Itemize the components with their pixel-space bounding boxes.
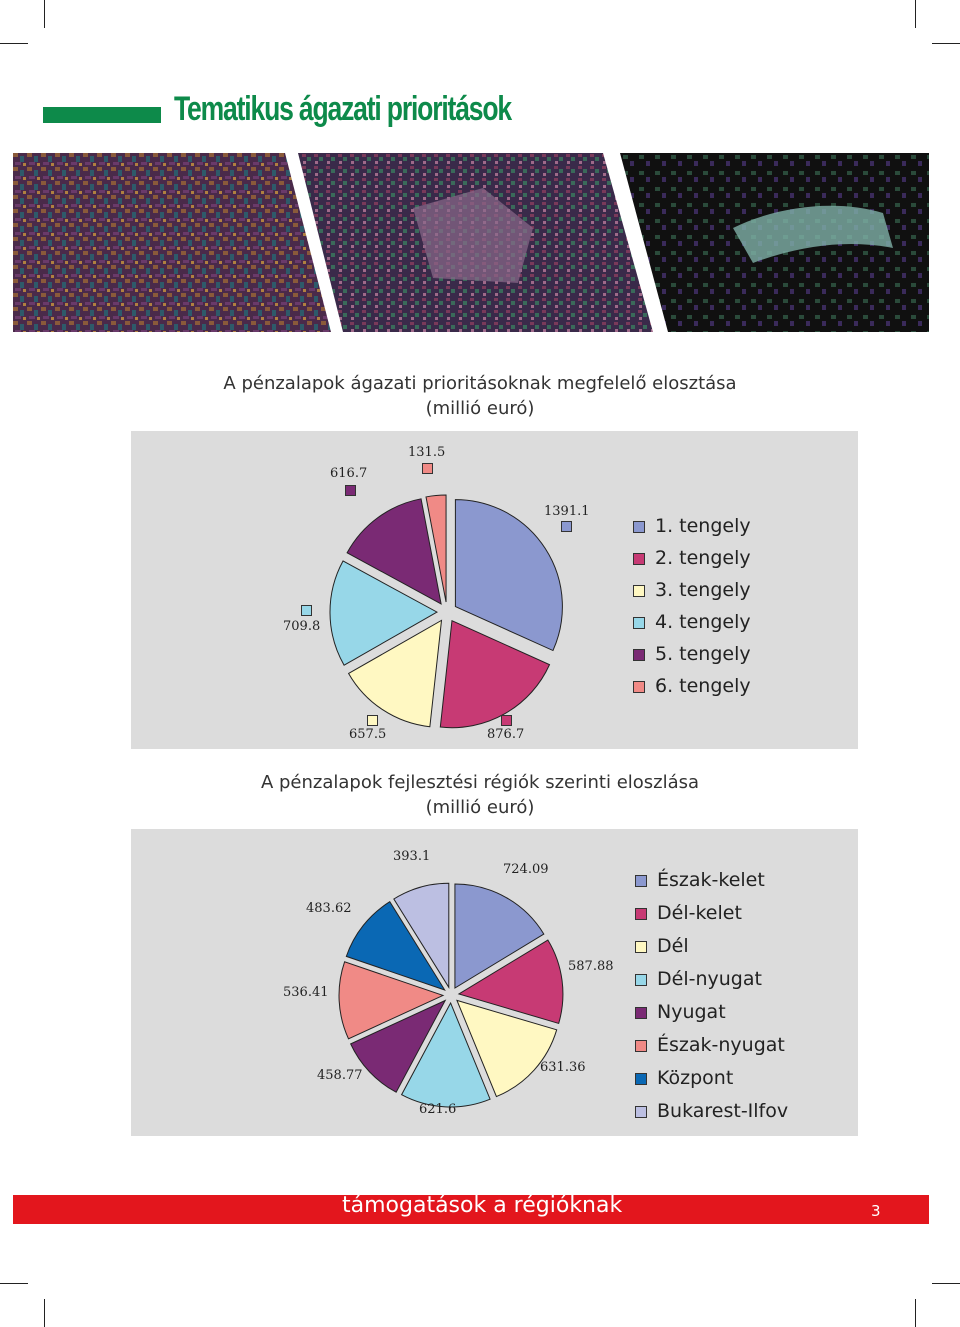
slice-marker <box>345 485 356 496</box>
header-accent-bar <box>43 107 161 123</box>
legend-swatch <box>635 1106 647 1118</box>
crop-mark <box>932 1283 960 1284</box>
chart2-title: A pénzalapok fejlesztési régiók szerinti eloszlása <box>260 772 700 793</box>
legend-label: Központ <box>657 1067 734 1089</box>
page-title: Tematikus ágazati prioritások <box>174 90 511 128</box>
slice-value-label: 483.62 <box>306 901 352 916</box>
legend-swatch <box>635 1007 647 1019</box>
slice-value-label: 724.09 <box>503 862 549 877</box>
slice-marker <box>301 605 312 616</box>
legend-label: Észak-kelet <box>657 869 765 891</box>
chart2-panel <box>131 829 858 1136</box>
legend-swatch <box>635 974 647 986</box>
city-aerial-photo <box>13 153 331 332</box>
legend-swatch <box>633 617 645 629</box>
legend-label: 4. tengely <box>655 611 751 633</box>
legend-swatch <box>635 941 647 953</box>
crop-mark <box>44 1299 45 1327</box>
photo-strip <box>13 153 929 332</box>
slice-value-label: 1391.1 <box>544 504 590 519</box>
crop-mark <box>915 1299 916 1327</box>
slice-marker <box>367 715 378 726</box>
legend-label: Észak-nyugat <box>657 1034 785 1056</box>
legend-label: 2. tengely <box>655 547 751 569</box>
legend-swatch <box>635 875 647 887</box>
legend-label: Dél-nyugat <box>657 968 762 990</box>
legend-swatch <box>633 553 645 565</box>
slice-value-label: 393.1 <box>393 849 431 864</box>
slice-value-label: 536.41 <box>283 985 329 1000</box>
legend-swatch <box>633 521 645 533</box>
slice-marker <box>422 463 433 474</box>
legend-label: 1. tengely <box>655 515 751 537</box>
legend-label: 6. tengely <box>655 675 751 697</box>
slice-value-label: 657.5 <box>349 727 387 742</box>
legend-swatch <box>635 908 647 920</box>
legend-swatch <box>633 649 645 661</box>
pie-slice <box>455 500 562 651</box>
legend-swatch <box>635 1073 647 1085</box>
slice-value-label: 876.7 <box>487 727 525 742</box>
legend-swatch <box>633 681 645 693</box>
crop-mark <box>0 43 28 44</box>
slice-value-label: 631.36 <box>540 1060 586 1075</box>
legend-swatch <box>633 585 645 597</box>
legend-label: 3. tengely <box>655 579 751 601</box>
slice-value-label: 616.7 <box>330 466 368 481</box>
slice-value-label: 587.88 <box>568 959 614 974</box>
legend-swatch <box>635 1040 647 1052</box>
crop-mark <box>44 0 45 28</box>
legend-label: Nyugat <box>657 1001 726 1023</box>
slice-value-label: 621.6 <box>419 1102 457 1117</box>
crop-mark <box>915 0 916 28</box>
footer-text: támogatások a régióknak <box>342 1193 623 1218</box>
chart1-panel <box>131 431 858 749</box>
slice-value-label: 458.77 <box>317 1068 363 1083</box>
slice-marker <box>501 715 512 726</box>
crop-mark <box>932 43 960 44</box>
legend-label: Dél <box>657 935 689 957</box>
page-number: 3 <box>871 1202 881 1220</box>
legend-label: 5. tengely <box>655 643 751 665</box>
legend-label: Bukarest-Ilfov <box>657 1100 789 1122</box>
crop-mark <box>0 1283 28 1284</box>
slice-value-label: 131.5 <box>408 445 446 460</box>
slice-marker <box>561 521 572 532</box>
chart1-title: A pénzalapok ágazati prioritásoknak megfelelő elosztása <box>223 373 737 394</box>
slice-value-label: 709.8 <box>283 619 321 634</box>
chart2-subtitle: (millió euró) <box>425 797 535 818</box>
legend-label: Dél-kelet <box>657 902 742 924</box>
chart1-subtitle: (millió euró) <box>425 398 535 419</box>
